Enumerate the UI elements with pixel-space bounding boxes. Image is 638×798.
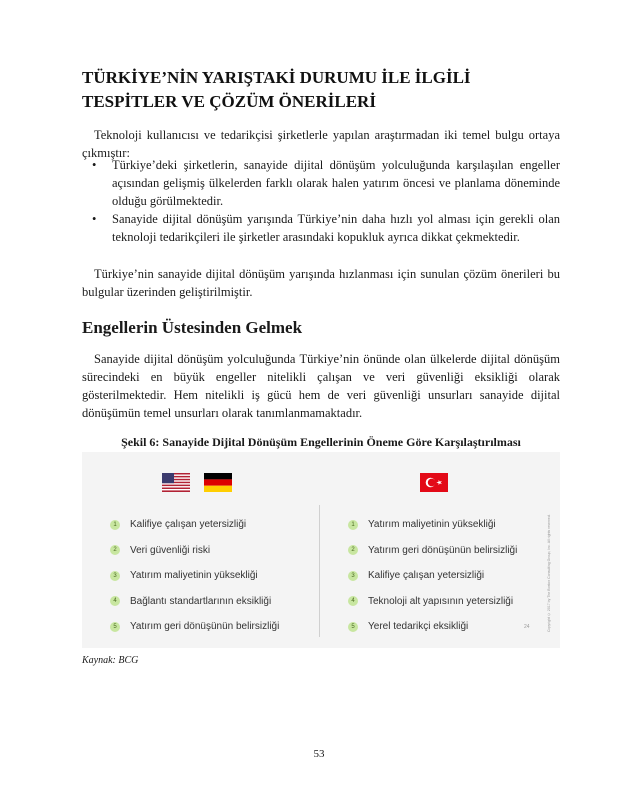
finding-text: Türkiye’deki şirketlerin, sanayide dijital dönüşüm yolculuğunda karşılaşılan engeller açısından gelişmiş ülkelerden farklı olarak halen yatırım öncesi ve planlama döneminde olduğu görülmektedir. (112, 158, 560, 208)
rank-badge: 4 (110, 596, 120, 606)
figure-caption: Şekil 6: Sanayide Dijital Dönüşüm Engellerinin Öneme Göre Karşılaştırılması (121, 435, 521, 449)
developed-countries-list (110, 512, 279, 640)
obstacles-paragraph: Sanayide dijital dönüşüm yolculuğunda Türkiye’nin önünde olan ülkelerde dijital dönüşüm sürecindeki en büyük engeller nitelikli çalışan ve veri güvenliği eksikliği olarak gösterilmektedir. Hem nitelikli iş gücü hem de veri güvenliği unsurları sanayide dijital dönüşümün temel unsurları olarak tanımlanmamaktadır. (82, 352, 560, 420)
obstacle-label: Teknoloji alt yapısının yetersizliği (368, 595, 514, 607)
rank-badge: 2 (110, 545, 120, 555)
list-item (348, 614, 517, 640)
rank-badge: 2 (348, 545, 358, 555)
rank-badge: 1 (348, 520, 358, 530)
rank-badge: 3 (110, 571, 120, 581)
list-item (348, 538, 517, 564)
section-title (82, 66, 562, 114)
rank-badge: 4 (348, 596, 358, 606)
list-item (110, 563, 279, 589)
turkey-list (348, 512, 517, 640)
obstacle-label: Kalifiye çalışan yetersizliği (368, 570, 485, 582)
source-note: Kaynak: BCG (82, 655, 139, 666)
findings-list (82, 156, 560, 246)
list-item (110, 538, 279, 564)
list-item (348, 563, 517, 589)
turkey-flag-icon (420, 473, 448, 492)
page-number: 53 (313, 748, 325, 760)
column-divider (319, 505, 320, 637)
obstacle-label: Yatırım geri dönüşünün belirsizliği (368, 544, 518, 556)
list-item (348, 512, 517, 538)
list-item (110, 512, 279, 538)
comparison-figure (82, 452, 560, 648)
list-item (110, 614, 279, 640)
obstacle-label: Yatırım maliyetinin yüksekliği (368, 519, 496, 531)
rank-badge: 5 (348, 622, 358, 632)
section-heading: Engellerin Üstesinden Gelmek (82, 318, 303, 337)
finding-item (82, 156, 560, 210)
intro-paragraph: Teknoloji kullanıcısı ve tedarikçisi şirketlerle yapılan araştırmadan iki temel bulgu ortaya çıkmıştır: (82, 128, 560, 160)
list-item (110, 589, 279, 615)
rank-badge: 3 (348, 571, 358, 581)
solution-paragraph: Türkiye’nin sanayide dijital dönüşüm yarışında hızlanması için sunulan çözüm önerileri bu bulgular üzerinden geliştirilmiştir. (82, 267, 560, 299)
obstacle-label: Kalifiye çalışan yetersizliği (130, 519, 247, 531)
bullet-icon: • (92, 158, 97, 172)
obstacle-label: Yatırım geri dönüşünün belirsizliği (130, 621, 280, 633)
bullet-icon: • (92, 212, 97, 226)
rank-badge: 5 (110, 622, 120, 632)
finding-item (82, 210, 560, 246)
list-item (348, 589, 517, 615)
copyright-note: Copyright © 2017 by The Boston Consulting Group, Inc. All rights reserved. (547, 514, 551, 632)
germany-flag-icon (204, 473, 232, 492)
obstacle-label: Yatırım maliyetinin yüksekliği (130, 570, 258, 582)
obstacle-label: Veri güvenliği riski (130, 544, 211, 556)
obstacle-label: Yerel tedarikçi eksikliği (368, 621, 469, 633)
obstacle-label: Bağlantı standartlarının eksikliği (130, 595, 272, 607)
rank-badge: 1 (110, 520, 120, 530)
us-flag-icon (162, 473, 190, 492)
finding-text: Sanayide dijital dönüşüm yarışında Türkiye’nin daha hızlı yol alması için gerekli olan teknoloji tedarikçileri ile şirketler arasındaki kopukluk ayrıca dikkat çekmektedir. (112, 212, 560, 244)
slide-page-number: 24 (524, 624, 530, 630)
title-line-1: TÜRKİYE’NİN YARIŞTAKİ DURUMU İLE İLGİLİ (82, 68, 471, 87)
title-line-2: TESPİTLER VE ÇÖZÜM ÖNERİLERİ (82, 92, 376, 111)
